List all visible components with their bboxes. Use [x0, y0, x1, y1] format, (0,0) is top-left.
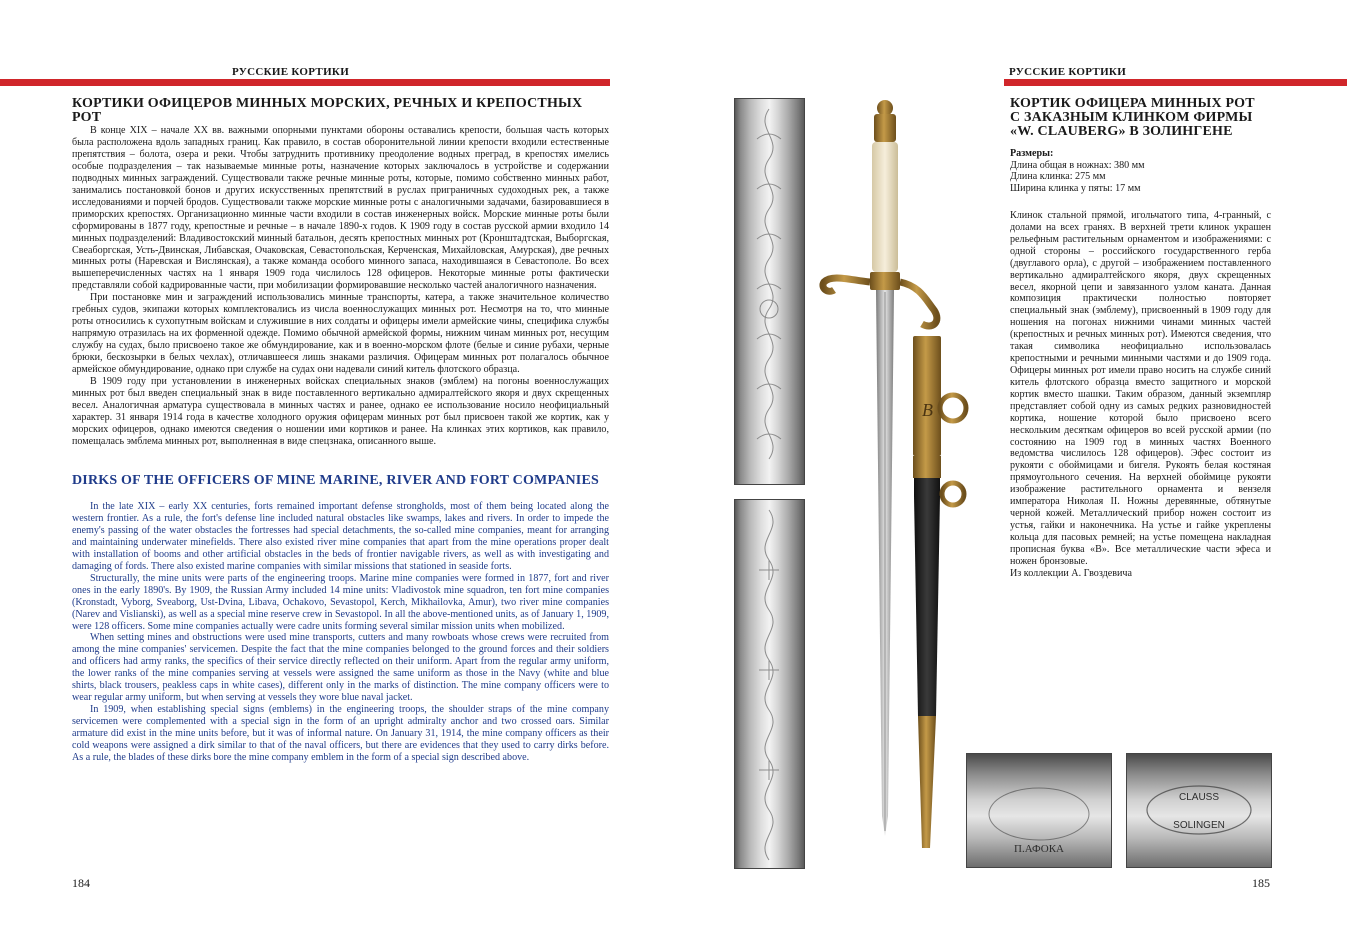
page-number-right: 185 [1252, 876, 1270, 890]
heading-right-line-1: КОРТИК ОФИЦЕРА МИННЫХ РОТ [1010, 96, 1255, 111]
red-rule-right [1004, 79, 1347, 86]
marking-engraving-left [967, 754, 1111, 867]
dimension-blade-width: Ширина клинка у пяты: 17 мм [1010, 182, 1141, 194]
blade-marking-photo-left [966, 753, 1112, 868]
svg-text:В: В [922, 400, 933, 420]
heading-ru: КОРТИКИ ОФИЦЕРОВ МИННЫХ МОРСКИХ, РЕЧНЫХ И КРЕПОСТНЫХ РОТ [72, 96, 583, 125]
scabbard [913, 336, 966, 848]
paragraph-ru-3: В 1909 году при установлении в инженерных войсках специальных знаков (эмблем) на погоны военнослужащих минных рот был введен специальный знак в виде поставленного вертикально адмиралтейского якоря и двух скрещенных весел. Аналогичная арматура существовала в минных частях и ранее, однако ее использование носило неофициальный характер. 31 января 1914 года в качестве холодного оружия офицерам минных рот был присвоен такой же кортик, как у морских офицеров, однако имеются сведения о ношении ими кортиков и ранее. На клинках этих кортиков, как правило, помещалась эмблема минных рот, выполненная в виде спецзнака, описанного выше. [72, 376, 609, 447]
body-text-en [72, 501, 609, 764]
body-text-ru [72, 125, 609, 448]
blade-ornament-bottom [735, 500, 804, 868]
paragraph-ru-2: При постановке мин и заграждений использовались минные транспорты, катера, а также значительное количество гребных судов, экипажи которых комплектовались из числа военнослужащих минных рот. Несмотря на то, что минные роты относились к сухопутным войскам и служившие в них солдаты и офицеры имели армейские чины, специфика службы напрямую отразилась на их форменной одежде. Помимо обычной армейской формы, нижним чинам минных рот, несущим службу на судах, было присвоено такое же обмундирование, как и в военно-морском флоте (белые и синие рубахи, черные брюки, бескозырки в белых чехлах), отличавшееся лишь знаками различия. Офицерам минных рот полагалось обычное армейское обмундирование, однако при службе на судах они надевали синий китель флотского образца. [72, 292, 609, 376]
dimension-blade-length: Длина клинка: 275 мм [1010, 171, 1106, 183]
dirk-and-scabbard-illustration [810, 96, 990, 866]
marking-engraving-right [1127, 754, 1271, 867]
running-title-left: РУССКИЕ КОРТИКИ [232, 66, 350, 78]
paragraph-en-3: When setting mines and obstructions were used mine transports, cutters and many rowboats whose crews were recruited from among the mine companies' servicemen. Despite the fact that the mine companies belonged to the ground forces and their soldiers and officers had army ranks, the specifics of their service directly reflected on their uniform. Apart from the regular army uniform, the lower ranks of the mine companies serving at vessels were assigned the same uniform as those in the Navy (white and blue shirts, black trousers, peakless caps in white cases), different only in the marks of distinction. The mine company officers were to wear regular army uniform, but when serving at vessels they wore blue naval jacket. [72, 632, 609, 704]
heading-right-line-3: «W. CLAUBERG» В ЗОЛИНГЕНЕ [1010, 124, 1233, 139]
description-paragraph: Клинок стальной прямой, игольчатого типа, 4-гранный, с долами на всех гранях. В верхней трети клинок украшен рельефным растительным орнаментом и изображениями: с одной стороны – российского государственного герба (двуглавого орла), с другой – изображением поставленного вертикально адмиралтейского якоря, двух скрещенных весел, якорной цепи и завязанного узлом каната. Данная композиция практически полностью повторяет специальный знак (эмблему), присвоенный в 1909 году для ношения на погонах нижними чинами минных частей (крепостных и речных минных рот). Имеются сведения, что такая символика неофициально использовалась крепостными и речными минными частями и до 1909 года. Офицеры минных рот имели право носить на службе синий китель флотского образца вместо защитного и морской кортик вместо шашки. Таким образом, данный экземпляр представляет собой одну из самых редких разновидностей кортика, ношение которой было присвоено всего нескольким десяткам офицеров во всей русской армии (по состоянию на 1909 год в минных частях Военного ведомства числилось 128 офицеров). Эфес состоит из рукояти с обоймицами и бигеля. Рукоять белая костяная прямоугольного сечения. На верхней обоймице рукояти изображение растительного орнамента и вензеля императора Николая II. Ножны деревянные, обтянутые черной кожей. Металлический прибор ножен состоит из устья, гайки и наконечника. На устье и гайке укреплены кольца для пасовых ремней; на устье помещена накладная прописная буква «В». Все металлические части эфеса и ножен бронзовые. [1010, 210, 1271, 567]
marking-text-right-bottom: SOLINGEN [1173, 820, 1225, 831]
paragraph-ru-1: В конце XIX – начале XX вв. важными опорными пунктами обороны оставались крепости, большая часть которых была расположена вдоль западных границ. Как правило, в состав оборонительной линии крепости входили естественные препятствия – болота, озера и реки. Чтобы затруднить противнику преодоление водных преград, в крепостях имелись особые подразделения – так называемые минные роты, назначение которых заключалось в устройстве и содержании подводных минных заграждений. Существовали также речные минные роты, которые, помимо собственно минных работ, занимались постановкой бонов и других искусственных препятствий в руслах приграничных судоходных рек, а также исследованиями и порчей бродов. Существовали также морские минные роты с аналогичными задачами, базировавшиеся в приморских крепостях. Организационно минные части входили в состав инженерных войск. Морские минные роты были сформированы в 1877 году, крепостные и речные – в начале 1890-х годов. К 1909 году в состав русской армии входило 14 минных подразделений: Владивостокский минный батальон, десять крепостных минных рот (Кронштадтская, Выборгская, Свеаборгская, Усть-Двинская, Либавская, Очаковская, Севастопольская, Керченская, Михайловская, Амурская), две речных минных роты (Наревская и Вислянская), а также команда особого минного запаса, находившаяся в Севастополе. Во всех вышеперечисленных частях на 1 января 1909 года числилось 128 офицеров. Некоторые минные роты фактически представляли собой кадрированные части, при мобилизации формировавшие несколько частей аналогичного назначения. [72, 125, 609, 292]
dimensions-block [1010, 148, 1270, 194]
running-title-right: РУССКИЕ КОРТИКИ [1009, 66, 1127, 78]
paragraph-en-1: In the late XIX – early XX centuries, forts remained important defense strongholds, most of them being located along the western frontier. As a rule, the fort's defense line included natural obstacles like swamps, lakes and rivers. In order to impede the enemy's passing of the water obstacles the fortresses had special detachments, the so-called mine companies, meant for arranging and maintaining underwater minefields. There also existed river mine companies that apart from the mine operations proper dealt with installation of booms and other artificial obstacles in the beds of frontier navigable rivers, as well as with investigating and damaging of fords. There also existed marine companies with similar missions that stationed in seaside forts. [72, 501, 609, 572]
marking-text-left: П.АФОКА [1014, 843, 1064, 855]
paragraph-en-4: In 1909, when establishing special signs (emblems) in the engineering troops, the shoulder straps of the mine company servicemen were complemented with a special sign in the form of an upright admiralty anchor and two crossed oars. Similar armature did exist in the mine units before, but it was of informal nature. On January 31, 1914, the mine company officers as their cold weapons were assigned a dirk similar to that of the naval officers, but there are evidences that they used to carry dirks before. As a rule, the blades of these dirks bore the mine company emblem in the form of a special sign described above. [72, 704, 609, 764]
paragraph-en-2: Structurally, the mine units were parts of the engineering troops. Marine mine companies were formed in 1877, fort and river ones in the early 1890's. By 1909, the Russian Army included 14 mine units: Vladivostok mine squadron, ten fort mine companies (Kronstadt, Vyborg, Sveaborg, Ust-Dvina, Libava, Ochakovo, Sevastopol, Kerch, Mikhailovka, Amur), two river mine companies (Narev and Vislianski), as well as a special mine reserve crew in Sevastopol. In all the above-mentioned units, as of January 1, 1909, were 128 officers. Some mine companies actually were cadre units forming several similar mission units when mobilized. [72, 572, 609, 632]
description-text [1010, 210, 1271, 580]
heading-en: DIRKS OF THE OFFICERS OF MINE MARINE, RIVER AND FORT COMPANIES [72, 473, 599, 488]
dimensions-title: Размеры: [1010, 148, 1054, 159]
blade-detail-photo-bottom [734, 499, 805, 869]
red-rule-left [0, 79, 610, 86]
heading-right-line-2: С ЗАКАЗНЫМ КЛИНКОМ ФИРМЫ [1010, 110, 1253, 125]
page-number-left: 184 [72, 876, 90, 890]
blade-detail-photo-top [734, 98, 805, 485]
marking-text-right-top: CLAUSS [1178, 792, 1220, 803]
heading-right [1010, 97, 1310, 139]
blade-marking-photo-right [1126, 753, 1272, 868]
collection-credit: Из коллекции А. Гвоздевича [1010, 567, 1132, 579]
blade-ornament-top [735, 99, 804, 484]
dimension-total-length: Длина общая в ножнах: 380 мм [1010, 159, 1145, 171]
